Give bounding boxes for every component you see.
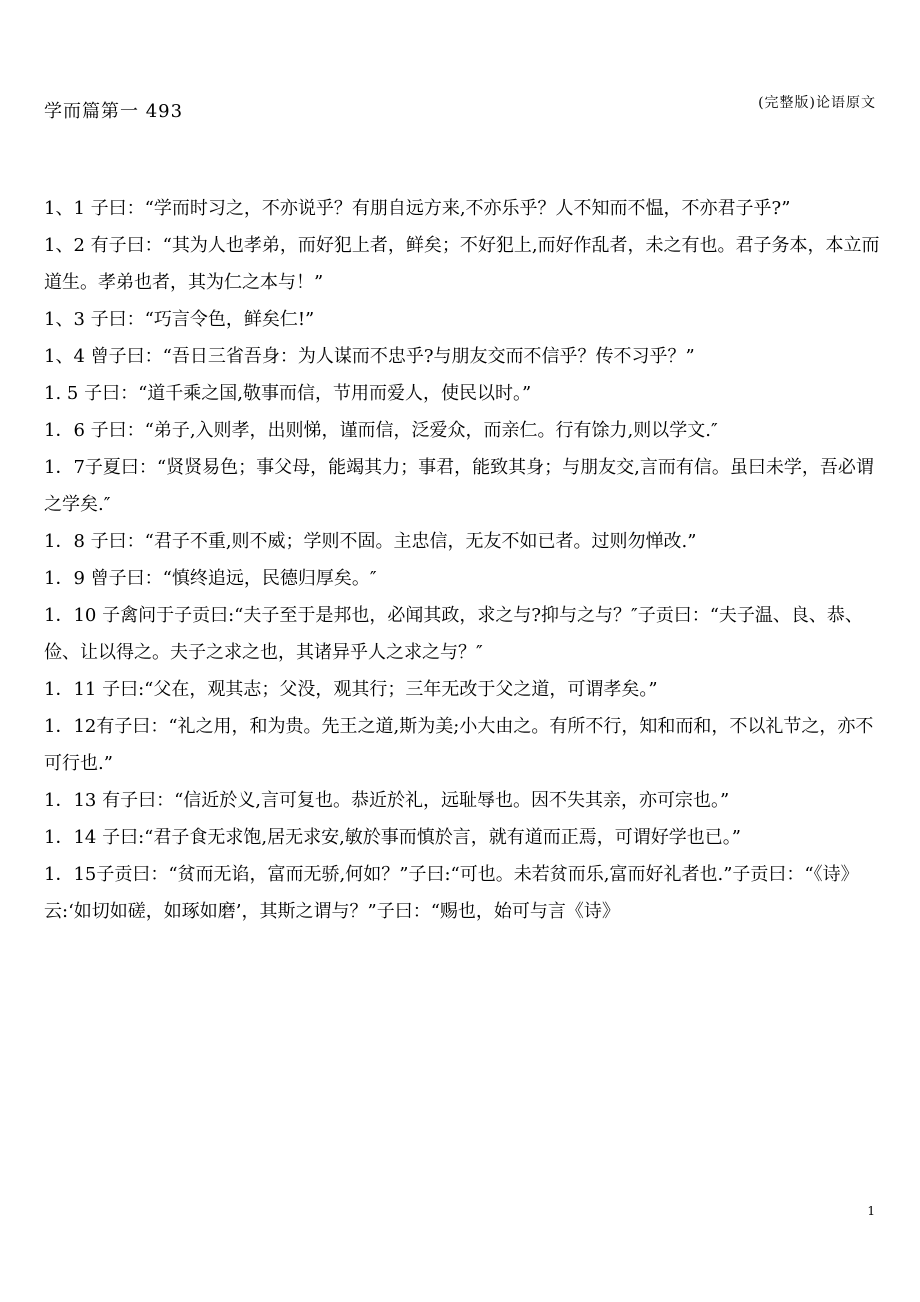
paragraph-11: 1．11 子曰:“父在，观其志；父没，观其行；三年无改于父之道，可谓孝矣。” xyxy=(44,679,658,700)
paragraph-2: 1、2 有子曰：“其为人也孝弟，而好犯上者，鲜矣；不好犯上,而好作乱者，未之有也。君子务本，本立而道生。孝弟也者，其为仁之本与！” xyxy=(44,235,880,293)
paragraph-12: 1．12有子曰：“礼之用，和为贵。先王之道,斯为美;小大由之。有所不行，知和而和，不以礼节之，亦不可行也.” xyxy=(44,716,874,774)
running-header: (完整版)论语原文 xyxy=(758,95,876,111)
paragraph-8: 1．8 子曰：“君子不重,则不威；学则不固。主忠信，无友不如已者。过则勿惮改.” xyxy=(44,531,697,552)
paragraph-15: 1．15子贡曰：“贫而无谄，富而无骄,何如？”子曰:“可也。未若贫而乐,富而好礼者也.”子贡曰：“《诗》云:‘如切如磋，如琢如磨’，其斯之谓与？”子曰：“赐也，始可与言《诗》 xyxy=(44,864,859,922)
paragraph-1: 1、1 子曰：“学而时习之，不亦说乎？有朋自远方来,不亦乐乎？人不知而不愠，不亦君子乎?” xyxy=(44,198,791,219)
paragraph-4: 1、4 曾子曰：“吾日三省吾身：为人谋而不忠乎?与朋友交而不信乎？传不习乎？” xyxy=(44,346,695,367)
paragraph-5: 1. 5 子曰：“道千乘之国,敬事而信，节用而爱人，使民以时。” xyxy=(44,383,532,404)
chapter-title: 学而篇第一 493 xyxy=(44,101,184,122)
text-body xyxy=(44,190,884,930)
paragraph-6: 1．6 子曰：“弟子,入则孝，出则悌，谨而信，泛爱众，而亲仁。行有馀力,则以学文.″ xyxy=(44,420,718,441)
paragraph-14: 1．14 子曰:“君子食无求饱,居无求安,敏於事而慎於言，就有道而正焉，可谓好学也已。” xyxy=(44,827,741,848)
paragraph-13: 1．13 有子曰：“信近於义,言可复也。恭近於礼，远耻辱也。因不失其亲，亦可宗也。” xyxy=(44,790,730,811)
paragraph-3: 1、3 子曰：“巧言令色，鲜矣仁!” xyxy=(44,309,315,330)
page-number: 1 xyxy=(867,1204,875,1218)
paragraph-10: 1．10 子禽问于子贡曰:“夫子至于是邦也，必闻其政，求之与?抑与之与？″子贡曰：“夫子温、良、恭、俭、让以得之。夫子之求之也，其诸异乎人之求之与？″ xyxy=(44,605,863,663)
paragraph-7: 1．7子夏曰：“贤贤易色；事父母，能竭其力；事君，能致其身；与朋友交,言而有信。虽曰未学，吾必谓之学矣.″ xyxy=(44,457,874,515)
paragraph-9: 1．9 曾子曰：“慎终追远，民德归厚矣。″ xyxy=(44,568,377,589)
